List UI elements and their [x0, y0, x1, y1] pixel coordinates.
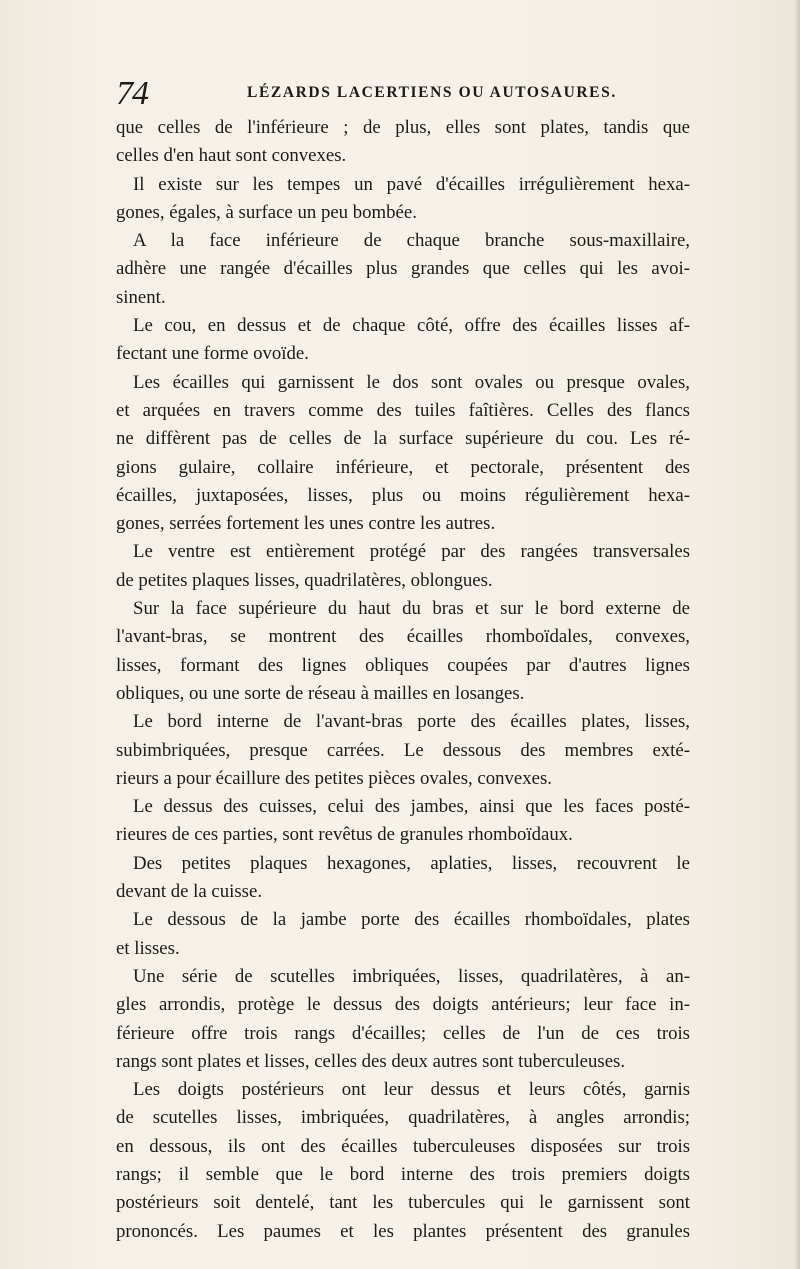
text-line: que celles de l'inférieure ; de plus, elles sont plates, tandis que	[116, 117, 690, 138]
text-line: Le dessus des cuisses, celui des jambes, ainsi que les faces posté-	[133, 796, 690, 818]
text-line: l'avant-bras, se montrent des écailles rhomboïdales, convexes,	[116, 626, 690, 648]
running-title: LÉZARDS LACERTIENS OU AUTOSAURES.	[247, 84, 617, 101]
text-line: de petites plaques lisses, quadrilatères, oblongues.	[116, 569, 493, 591]
text-line: rangs sont plates et lisses, celles des deux autres sont tuberculeuses.	[116, 1050, 626, 1072]
text-line: A la face inférieure de chaque branche sous-maxillaire,	[133, 230, 690, 252]
text-line: gones, égales, à surface un peu bombée.	[116, 201, 417, 223]
text-line: adhère une rangée d'écailles plus grandes que celles qui les avoi-	[116, 258, 690, 280]
text-line: gones, serrées fortement les unes contre les autres.	[116, 513, 496, 535]
text-line: gles arrondis, protège le dessus des doigts antérieurs; leur face in-	[116, 994, 690, 1016]
text-line: Une série de scutelles imbriquées, lisses, quadrilatères, à an-	[133, 965, 690, 987]
page-number: 74	[116, 75, 148, 112]
text-line: gions gulaire, collaire inférieure, et pectorale, présentent des	[116, 456, 690, 478]
text-line: en dessous, ils ont des écailles tuberculeuses disposées sur trois	[116, 1135, 690, 1157]
text-line: Le ventre est entièrement protégé par des rangées transversales	[133, 541, 690, 563]
page-edge-shadow	[794, 0, 800, 1269]
text-line: de scutelles lisses, imbriquées, quadrilatères, à angles arrondis;	[116, 1107, 690, 1129]
text-line: prononcés. Les paumes et les plantes présentent des granules	[116, 1220, 690, 1242]
text-line: Sur la face supérieure du haut du bras et sur le bord externe de	[133, 598, 690, 620]
text-line: postérieurs soit dentelé, tant les tubercules qui le garnissent sont	[116, 1192, 690, 1214]
text-line: et arquées en travers comme des tuiles faîtières. Celles des flancs	[116, 399, 690, 421]
text-line: rieures de ces parties, sont revêtus de granules rhomboïdaux.	[116, 824, 573, 846]
text-line: Des petites plaques hexagones, aplaties, lisses, recouvrent le	[133, 852, 690, 874]
text-line: subimbriquées, presque carrées. Le dessous des membres exté-	[116, 739, 690, 761]
page-header	[116, 76, 676, 112]
text-line: lisses, formant des lignes obliques coupées par d'autres lignes	[116, 654, 690, 676]
text-line: rangs; il semble que le bord interne des trois premiers doigts	[116, 1163, 690, 1185]
text-line: Les écailles qui garnissent le dos sont ovales ou presque ovales,	[133, 371, 690, 393]
body-text	[116, 114, 690, 1246]
text-line: écailles, juxtaposées, lisses, plus ou moins régulièrement hexa-	[116, 484, 690, 506]
text-line: fectant une forme ovoïde.	[116, 343, 309, 365]
text-line: Le cou, en dessus et de chaque côté, offre des écailles lisses af-	[133, 315, 690, 337]
text-line: et lisses.	[116, 937, 180, 959]
text-line: Le dessous de la jambe porte des écailles rhomboïdales, plates	[133, 909, 690, 931]
text-line: Il existe sur les tempes un pavé d'écailles irrégulièrement hexa-	[133, 173, 690, 195]
text-line: rieurs a pour écaillure des petites pièces ovales, convexes.	[116, 767, 552, 789]
text-line: obliques, ou une sorte de réseau à mailles en losanges.	[116, 682, 525, 704]
text-line: celles d'en haut sont convexes.	[116, 145, 347, 167]
text-line: Les doigts postérieurs ont leur dessus et leurs côtés, garnis	[133, 1079, 690, 1101]
text-line: Le bord interne de l'avant-bras porte des écailles plates, lisses,	[133, 711, 690, 733]
text-line: sinent.	[116, 286, 166, 308]
text-line: devant de la cuisse.	[116, 881, 263, 903]
text-line: férieure offre trois rangs d'écailles; celles de l'un de ces trois	[116, 1022, 690, 1044]
text-line: ne diffèrent pas de celles de la surface supérieure du cou. Les ré-	[116, 428, 690, 450]
